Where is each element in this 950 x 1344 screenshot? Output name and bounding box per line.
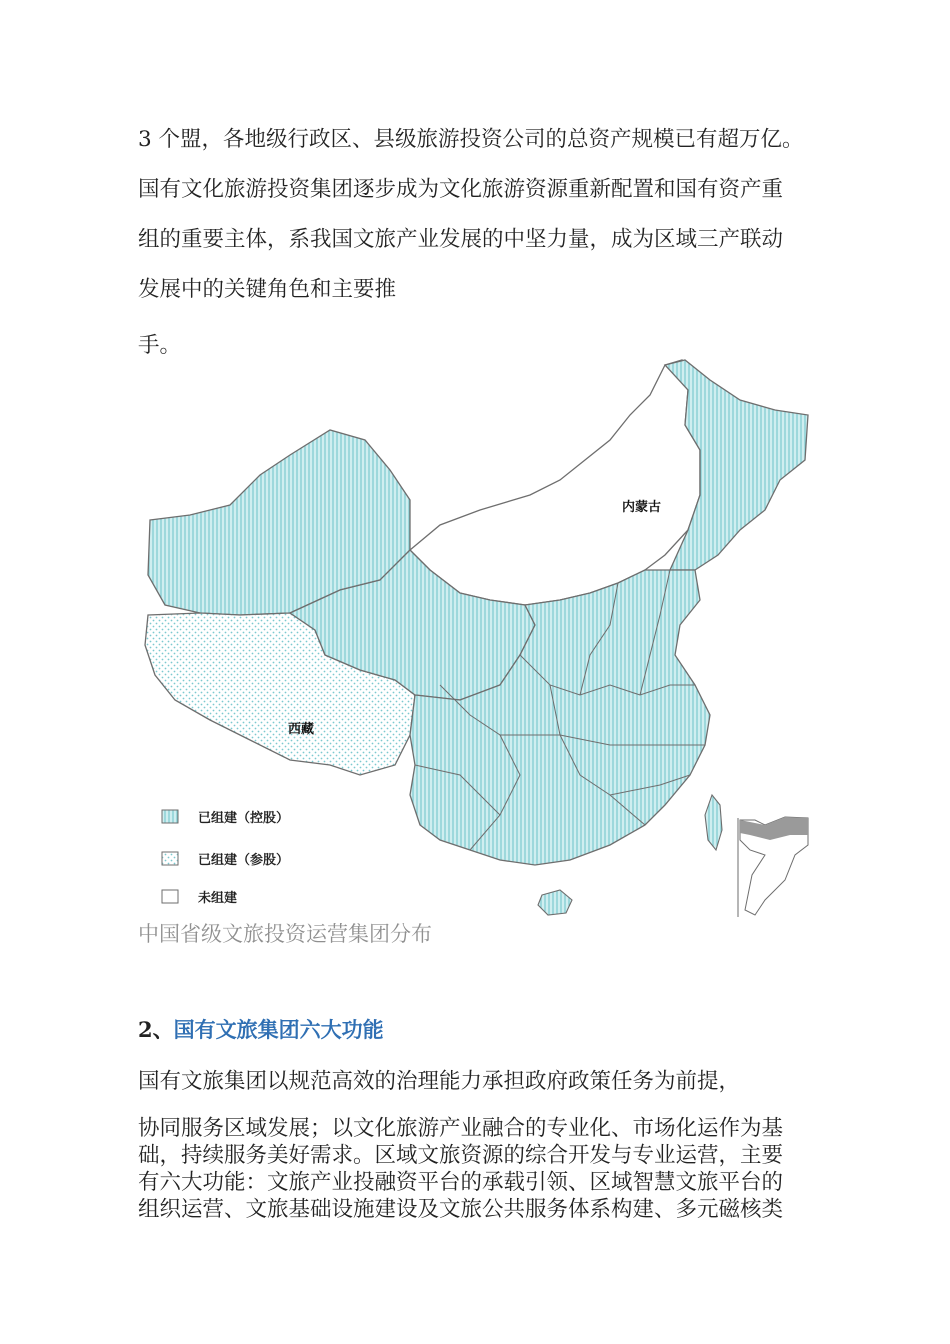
paragraph-line: 发展中的关键角色和主要推 (138, 277, 397, 302)
legend-label: 已组建（控股） (198, 811, 290, 826)
paragraph-line: 组织运营、文旅基础设施建设及文旅公共服务体系构建、多元磁核类 (138, 1197, 784, 1222)
region-taiwan (705, 795, 722, 850)
section-title[interactable]: 国有文旅集团六大功能 (173, 1017, 384, 1042)
region-hainan (538, 890, 572, 915)
section-heading (138, 1016, 384, 1044)
paragraph-line: 协同服务区域发展；以文化旅游产业融合的专业化、市场化运作为基 (138, 1116, 784, 1141)
legend-label: 未组建 (198, 891, 238, 906)
region-inner-mongolia (410, 360, 700, 605)
legend-label: 已组建（参股） (198, 853, 290, 868)
paragraph-line: 3 个盟，各地级行政区、县级旅游投资公司的总资产规模已有超万亿。 (138, 127, 804, 152)
paragraph-line: 础，持续服务美好需求。区域文旅资源的综合开发与专业运营，主要 (138, 1143, 784, 1168)
paragraph-line: 有六大功能：文旅产业投融资平台的承载引领、区域智慧文旅平台的 (138, 1170, 784, 1195)
label-tibet: 西藏 (288, 722, 315, 737)
section-number: 2、 (138, 1017, 174, 1042)
legend-swatch-blank (162, 890, 178, 903)
legend-swatch-dotted (162, 852, 178, 865)
legend-swatch-hatched (162, 810, 178, 823)
paragraph-line: 手。 (138, 333, 182, 358)
paragraph-line: 国有文旅集团以规范高效的治理能力承担政府政策任务为前提， (138, 1069, 741, 1094)
china-map-figure (140, 355, 815, 920)
figure-caption: 中国省级文旅投资运营集团分布 (138, 922, 432, 946)
south-china-sea-inset (738, 817, 808, 917)
paragraph-line: 国有文化旅游投资集团逐步成为文化旅游资源重新配置和国有资产重 (138, 177, 784, 202)
map-legend (162, 810, 289, 906)
label-inner-mongolia: 内蒙古 (622, 500, 662, 515)
paragraph-line: 组的重要主体，系我国文旅产业发展的中坚力量，成为区域三产联动 (138, 227, 784, 252)
